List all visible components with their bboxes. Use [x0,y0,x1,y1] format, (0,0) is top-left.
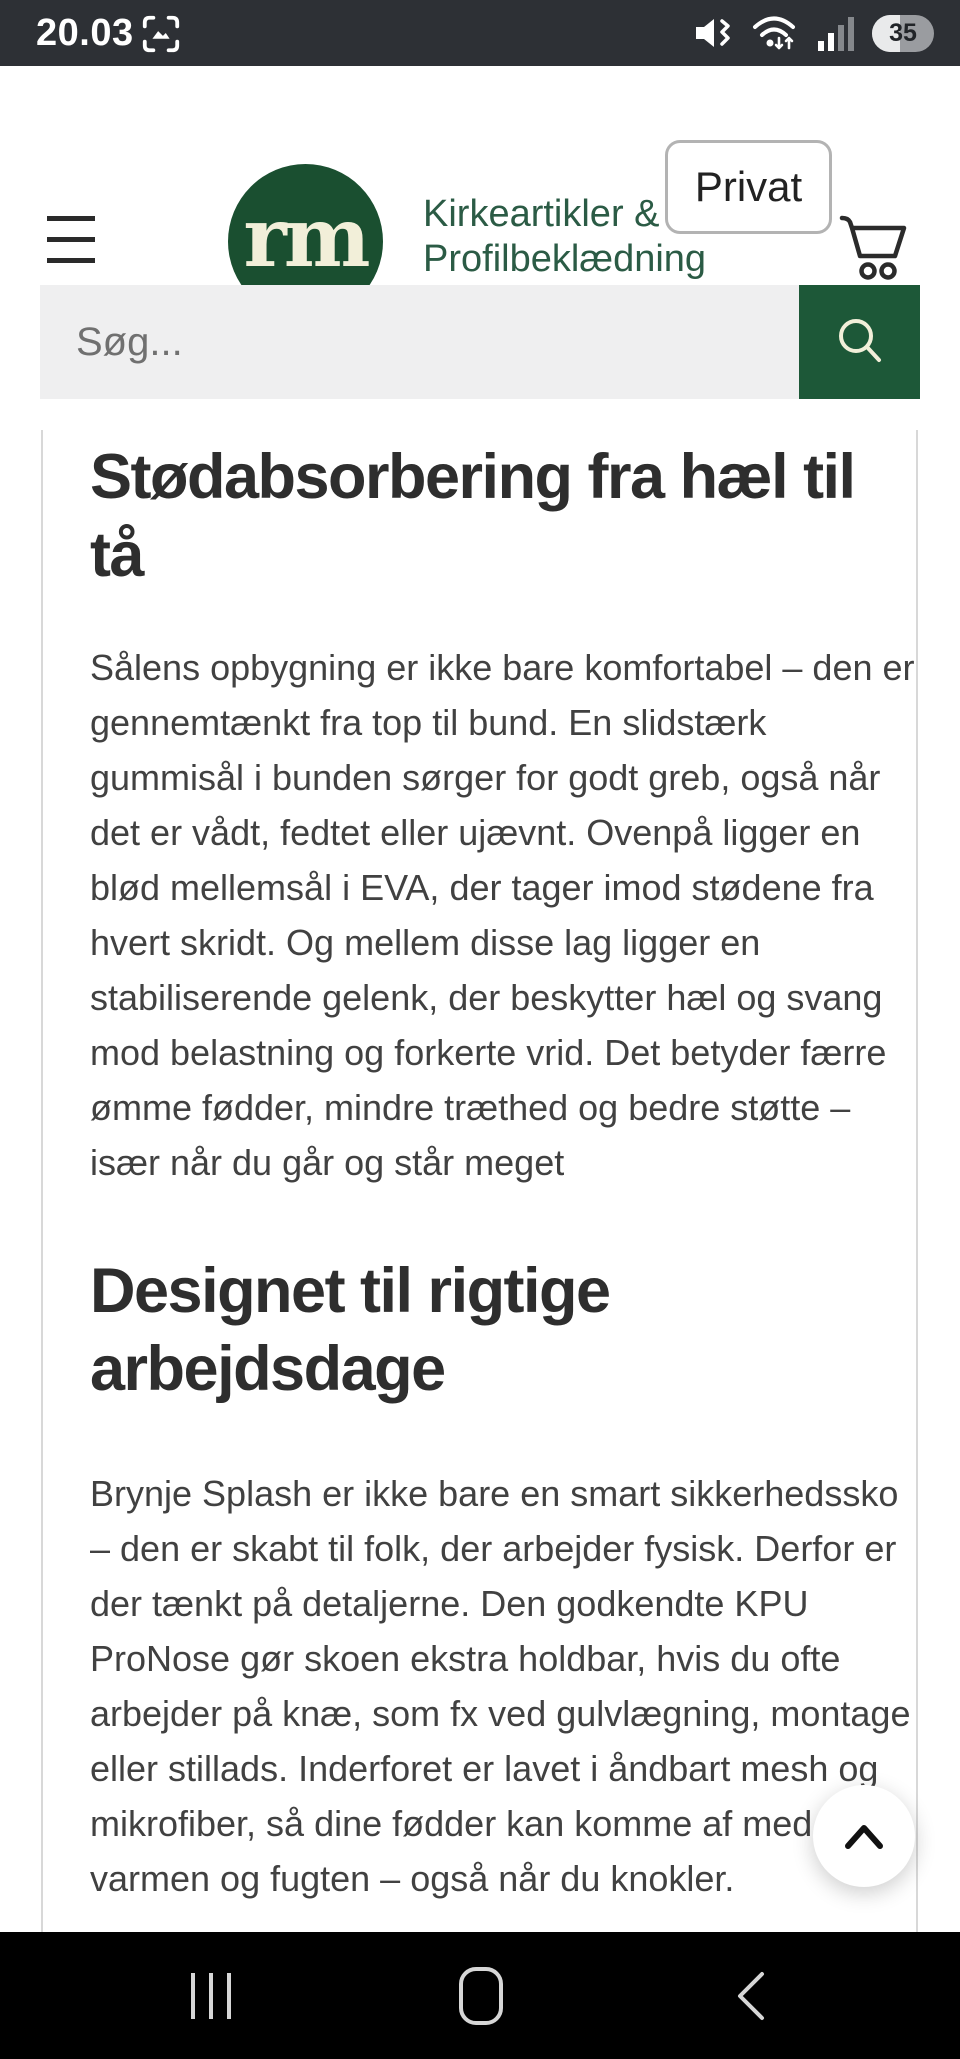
hamburger-icon [47,216,95,221]
search-icon [827,309,893,375]
status-time: 20.03 [36,12,134,54]
wifi-icon [750,12,802,54]
site-header [0,66,960,285]
scroll-to-top-button[interactable] [813,1785,915,1887]
product-description-card [41,430,918,1932]
chevron-up-icon [838,1816,890,1856]
status-bar [0,0,960,66]
battery-percent: 35 [889,18,917,47]
home-icon [459,1967,503,2025]
section-body-2: Brynje Splash er ikke bare en smart sikkerhedssko – den er skabt til folk, der arbejder fysisk. Derfor er der tænkt på detaljerne. Den godkendte KPU ProNose gør skoen ekstra holdbar, hvis du ofte arbejder på knæ, som fx ved gulvlægning, montage eller stillads. Inderforet er lavet i åndbart mesh og mikrofiber, så dine fødder kan komme af med varmen og fugten – også når du knokler. [90,1473,911,1899]
chevron-left-icon [732,1968,768,2024]
battery-icon [872,15,934,52]
brand-line-1: Kirkeartikler & [423,193,660,235]
search-bar [40,285,920,399]
recents-icon [191,1973,231,2019]
logo-monogram: rm [243,189,368,286]
back-button[interactable] [702,1932,798,2059]
mute-icon [692,13,736,53]
section-body-1: Sålens opbygning er ikke bare komfortabel – den er gennemtænkt fra top til bund. En slidstærk gummisål i bunden sørger for godt greb, også når det er vådt, fedtet eller ujævnt. Ovenpå ligger en blød mellemsål i EVA, der tager imod stødene fra hvert skridt. Og mellem disse lag ligger en stabiliserende gelenk, der beskytter hæl og svang mod belastning og forkerte vrid. Det betyder færre ømme fødder, mindre træthed og bedre støtte – især når du går og står meget [90,647,915,1183]
search-button[interactable] [799,285,920,399]
section-heading-1: Stødabsorbering fra hæl til tå [90,442,855,590]
menu-button[interactable] [47,216,95,268]
search-input[interactable] [40,285,799,399]
section-heading-2: Designet til rigtige arbejdsdage [90,1256,610,1404]
recents-button[interactable] [163,1932,259,2059]
cart-button[interactable] [838,208,910,286]
cart-icon [838,208,910,286]
privat-toggle[interactable]: Privat [665,140,832,234]
brand-line-2: Profilbeklædning [423,238,707,280]
android-nav-bar [0,1932,960,2059]
status-icons [692,0,934,66]
signal-icon [816,13,858,53]
home-button[interactable] [433,1932,529,2059]
screenshot-icon [140,13,182,55]
